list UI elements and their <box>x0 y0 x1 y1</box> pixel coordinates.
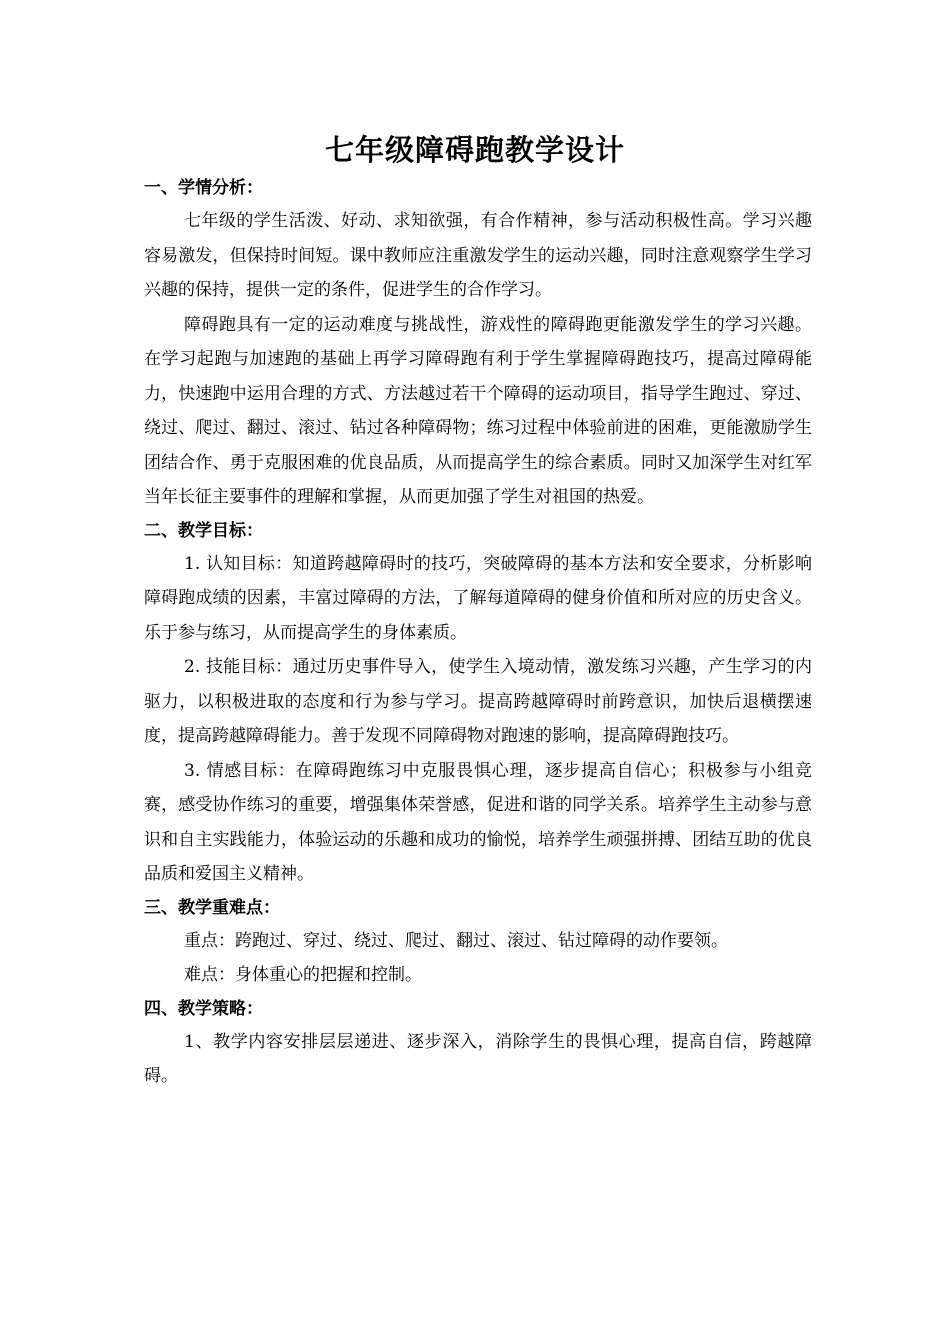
paragraph: 重点：跨跑过、穿过、绕过、爬过、翻过、滚过、钻过障碍的动作要领。 <box>184 930 728 951</box>
section-teaching-strategy <box>144 993 812 1094</box>
section-heading: 三、教学重难点： <box>144 897 280 918</box>
paragraph: 2. 技能目标：通过历史事件导入，使学生入境动情，激发练习兴趣，产生学习的内驱力，以积极进取的态度和行为参与学习。提高跨越障碍时前跨意识，加快后退横摆速度，提高跨越障碍能力。善于发现不同障碍物对跑速的影响，提高障碍跑技巧。 <box>144 657 812 746</box>
section-student-analysis <box>144 172 812 515</box>
section-heading: 四、教学策略： <box>144 998 263 1019</box>
section-heading: 二、教学目标： <box>144 520 263 541</box>
paragraph: 难点：身体重心的把握和控制。 <box>184 965 422 985</box>
paragraph: 障碍跑具有一定的运动难度与挑战性，游戏性的障碍跑更能激发学生的学习兴趣。在学习起跑与加速跑的基础上再学习障碍跑有利于学生掌握障碍跑技巧，提高过障碍能力，快速跑中运用合理的方式、方法越过若干个障碍的运动项目，指导学生跑过、穿过、绕过、爬过、翻过、滚过、钻过各种障碍物；练习过程中体验前进的困难，更能激励学生团结合作、勇于克服困难的优良品质，从而提高学生的综合素质。同时又加深学生对红军当年长征主要事件的理解和掌握，从而更加强了学生对祖国的热爱。 <box>144 314 812 507</box>
document-body <box>144 172 812 1094</box>
section-heading: 一、学情分析： <box>144 178 263 198</box>
paragraph: 七年级的学生活泼、好动、求知欲强，有合作精神，参与活动积极性高。学习兴趣容易激发，但保持时间短。课中教师应注重激发学生的运动兴趣，同时注意观察学生学习兴趣的保持，提供一定的条件，促进学生的合作学习。 <box>144 211 812 300</box>
paragraph: 1. 认知目标：知道跨越障碍时的技巧，突破障碍的基本方法和安全要求，分析影响障碍跑成绩的因素，丰富过障碍的方法，了解每道障碍的健身价值和所对应的历史含义。乐于参与练习，从而提高学生的身体素质。 <box>144 553 812 643</box>
paragraph: 3. 情感目标：在障碍跑练习中克服畏惧心理，逐步提高自信心；积极参与小组竞赛，感受协作练习的重要，增强集体荣誉感，促进和谐的同学关系。培养学生主动参与意识和自主实践能力，体验运动的乐趣和成功的愉悦，培养学生顽强拼搏、团结互助的优良品质和爱国主义精神。 <box>144 760 812 884</box>
paragraph: 1、教学内容安排层层递进、逐步深入，消除学生的畏惧心理，提高自信，跨越障碍。 <box>144 1031 812 1086</box>
document-title: 七年级障碍跑教学设计 <box>324 133 625 167</box>
section-teaching-objectives <box>144 515 812 892</box>
section-key-difficult-points <box>144 892 812 993</box>
